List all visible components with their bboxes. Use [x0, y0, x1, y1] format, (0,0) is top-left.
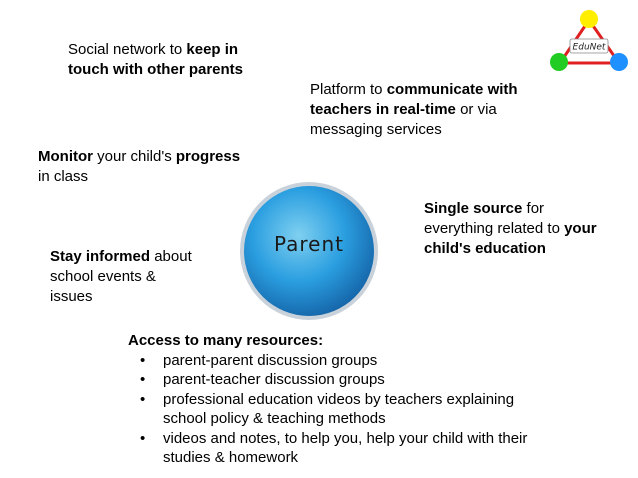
bullet-icon: • — [140, 429, 146, 447]
resources-list — [128, 351, 568, 468]
logo-text: EduNet — [572, 42, 606, 53]
bullet-icon: • — [140, 371, 146, 388]
edunet-logo — [540, 5, 635, 75]
logo-node-left — [550, 53, 568, 71]
resource-item: • videos and notes, to help you, help your child with their studies & homework — [140, 429, 528, 466]
monitor-progress-text: Monitor your child's progress in class — [38, 148, 241, 185]
social-network-text: Social network to keep in touch with other parents — [68, 41, 244, 78]
stay-informed-text: Stay informed about school events & issues — [50, 248, 192, 305]
resources-block — [128, 331, 568, 468]
logo-node-right — [610, 53, 628, 71]
logo-node-top — [580, 10, 598, 28]
resources-heading: Access to many resources: — [128, 332, 324, 349]
bullet-icon: • — [140, 390, 146, 408]
single-source-text: Single source for everything related to your child's education — [424, 200, 597, 257]
bullet-icon: • — [140, 351, 146, 369]
platform-communicate-text: Platform to communicate with teachers in real-time or via messaging services — [310, 81, 518, 138]
resource-item: • professional education videos by teachers explaining school policy & teaching methods — [140, 390, 515, 427]
resource-item: • parent-teacher discussion groups — [140, 371, 385, 388]
parent-circle — [238, 180, 380, 322]
parent-label: Parent — [273, 232, 345, 256]
resource-item: • parent-parent discussion groups — [140, 351, 378, 369]
